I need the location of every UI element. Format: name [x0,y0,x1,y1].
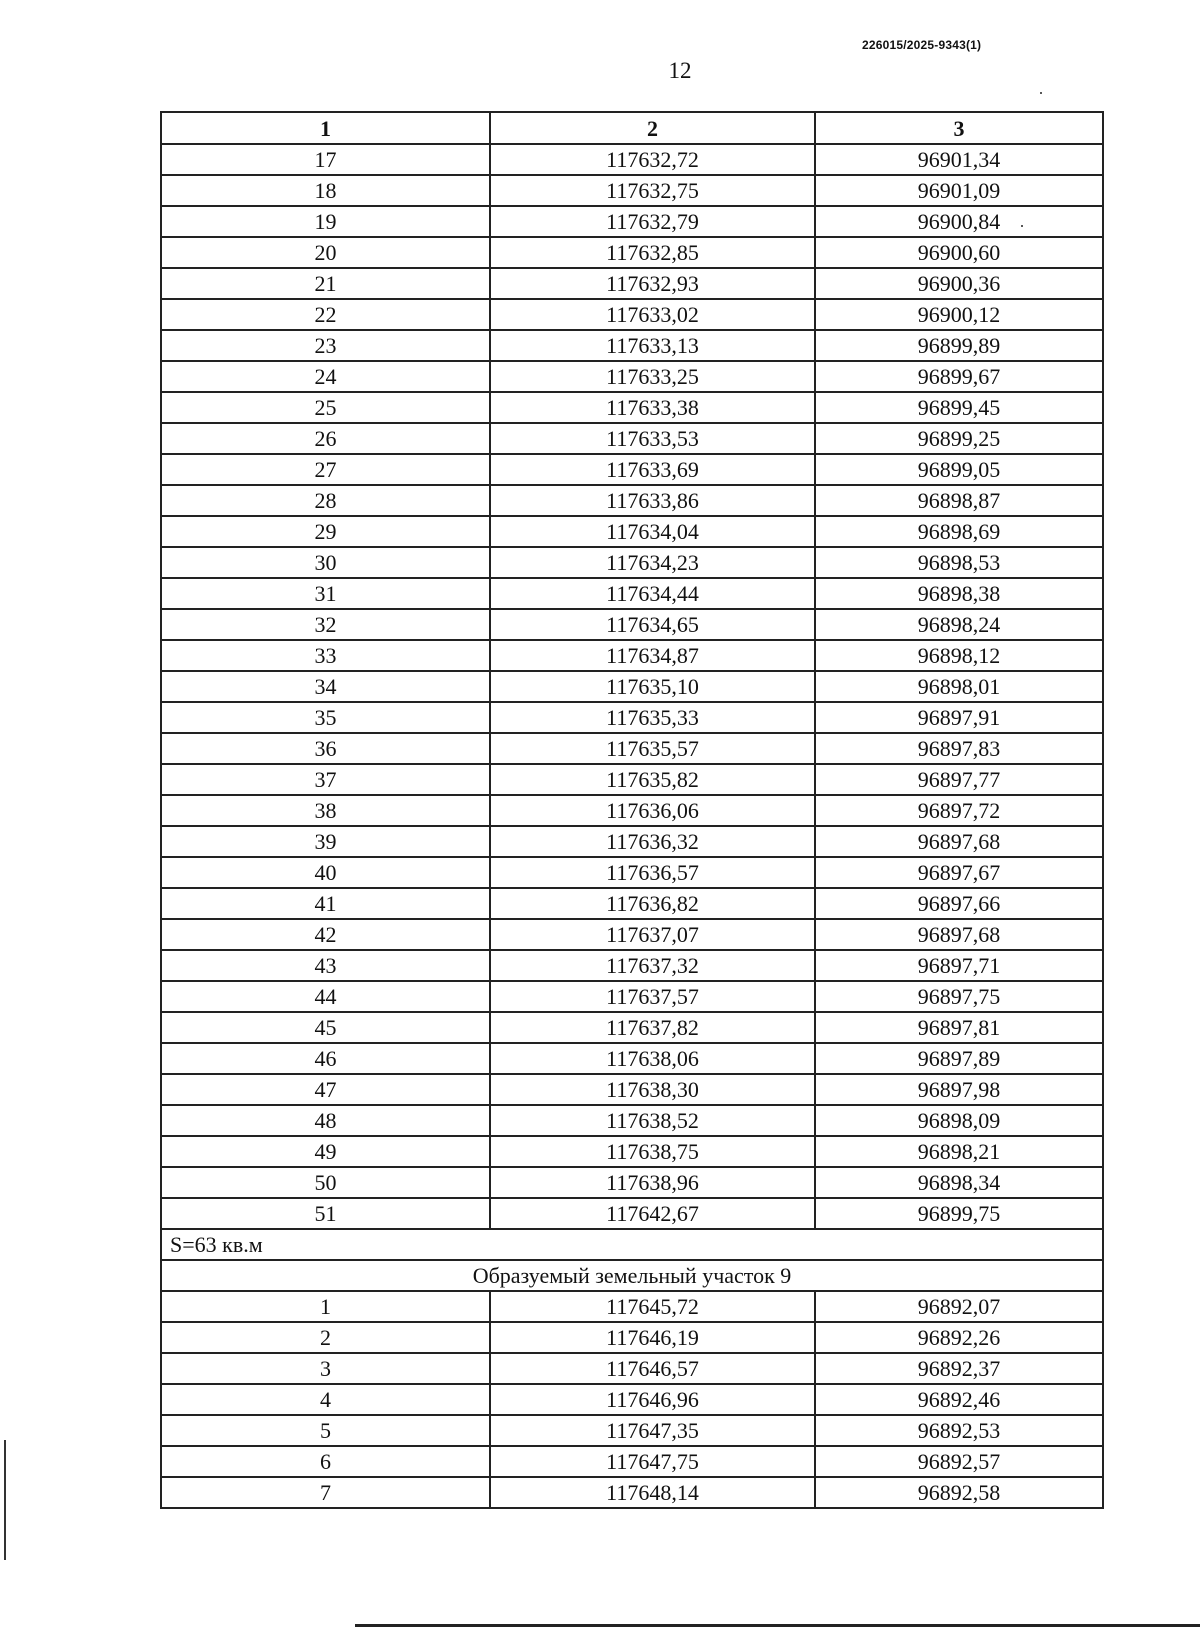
point-number-cell: 17 [161,144,490,175]
y-coordinate-cell: 96892,57 [815,1446,1103,1477]
table-row [161,1353,1103,1384]
point-number-cell: 35 [161,702,490,733]
table-row [161,1012,1103,1043]
table-row [161,330,1103,361]
x-coordinate-cell: 117636,32 [490,826,815,857]
y-coordinate-cell: 96899,25 [815,423,1103,454]
point-number-cell: 40 [161,857,490,888]
table-row [161,206,1103,237]
table-row [161,1136,1103,1167]
x-coordinate-cell: 117635,33 [490,702,815,733]
point-number-cell: 25 [161,392,490,423]
area-note: S=63 кв.м [161,1229,1103,1260]
point-number-cell: 22 [161,299,490,330]
y-coordinate-cell: 96898,87 [815,485,1103,516]
y-coordinate-cell: 96898,01 [815,671,1103,702]
x-coordinate-cell: 117633,53 [490,423,815,454]
table-row [161,640,1103,671]
table-row [161,826,1103,857]
y-coordinate-cell: 96898,53 [815,547,1103,578]
table-row [161,1384,1103,1415]
y-coordinate-cell: 96892,07 [815,1291,1103,1322]
y-coordinate-cell: 96897,71 [815,950,1103,981]
point-number-cell: 43 [161,950,490,981]
table-row [161,795,1103,826]
scan-edge-line [4,1440,6,1560]
point-number-cell: 5 [161,1415,490,1446]
x-coordinate-cell: 117636,82 [490,888,815,919]
point-number-cell: 34 [161,671,490,702]
x-coordinate-cell: 117637,82 [490,1012,815,1043]
table-row [161,702,1103,733]
x-coordinate-cell: 117633,02 [490,299,815,330]
point-number-cell: 47 [161,1074,490,1105]
x-coordinate-cell: 117634,87 [490,640,815,671]
y-coordinate-cell: 96900,12 [815,299,1103,330]
x-coordinate-cell: 117632,79 [490,206,815,237]
point-number-cell: 19 [161,206,490,237]
x-coordinate-cell: 117638,06 [490,1043,815,1074]
point-number-cell: 21 [161,268,490,299]
y-coordinate-cell: 96897,68 [815,826,1103,857]
x-coordinate-cell: 117645,72 [490,1291,815,1322]
y-coordinate-cell: 96897,72 [815,795,1103,826]
table-row [161,237,1103,268]
point-number-cell: 27 [161,454,490,485]
point-number-cell: 31 [161,578,490,609]
x-coordinate-cell: 117646,19 [490,1322,815,1353]
scan-speck [1040,92,1042,94]
y-coordinate-cell: 96898,69 [815,516,1103,547]
table-row [161,1043,1103,1074]
y-coordinate-cell: 96897,89 [815,1043,1103,1074]
x-coordinate-cell: 117633,69 [490,454,815,485]
table-row [161,609,1103,640]
y-coordinate-cell: 96898,34 [815,1167,1103,1198]
x-coordinate-cell: 117632,93 [490,268,815,299]
point-number-cell: 48 [161,1105,490,1136]
x-coordinate-cell: 117636,06 [490,795,815,826]
y-coordinate-cell: 96898,21 [815,1136,1103,1167]
x-coordinate-cell: 117646,96 [490,1384,815,1415]
table-row [161,175,1103,206]
y-coordinate-cell: 96897,81 [815,1012,1103,1043]
y-coordinate-cell: 96899,67 [815,361,1103,392]
section-title: Образуемый земельный участок 9 [161,1260,1103,1291]
x-coordinate-cell: 117638,52 [490,1105,815,1136]
table-row [161,516,1103,547]
table-row [161,547,1103,578]
y-coordinate-cell: 96892,46 [815,1384,1103,1415]
x-coordinate-cell: 117638,75 [490,1136,815,1167]
point-number-cell: 23 [161,330,490,361]
point-number-cell: 33 [161,640,490,671]
y-coordinate-cell: 96901,09 [815,175,1103,206]
table-row [161,1105,1103,1136]
coordinates-table [160,111,1104,1509]
table-row [161,1322,1103,1353]
table-row [161,268,1103,299]
y-coordinate-cell: 96897,75 [815,981,1103,1012]
table-row [161,764,1103,795]
table-row [161,144,1103,175]
point-number-cell: 20 [161,237,490,268]
x-coordinate-cell: 117636,57 [490,857,815,888]
point-number-cell: 30 [161,547,490,578]
table-row [161,1415,1103,1446]
x-coordinate-cell: 117642,67 [490,1198,815,1229]
y-coordinate-cell: 96897,83 [815,733,1103,764]
point-number-cell: 7 [161,1477,490,1508]
table-body-section-a [161,144,1103,1229]
x-coordinate-cell: 117646,57 [490,1353,815,1384]
x-coordinate-cell: 117635,57 [490,733,815,764]
point-number-cell: 18 [161,175,490,206]
x-coordinate-cell: 117633,13 [490,330,815,361]
x-coordinate-cell: 117634,65 [490,609,815,640]
point-number-cell: 29 [161,516,490,547]
x-coordinate-cell: 117633,25 [490,361,815,392]
point-number-cell: 38 [161,795,490,826]
table-row [161,423,1103,454]
x-coordinate-cell: 117637,32 [490,950,815,981]
point-number-cell: 26 [161,423,490,454]
point-number-cell: 2 [161,1322,490,1353]
x-coordinate-cell: 117648,14 [490,1477,815,1508]
page-number: 12 [668,58,692,83]
scan-edge-line [355,1624,1200,1627]
table-row [161,1446,1103,1477]
y-coordinate-cell: 96901,34 [815,144,1103,175]
y-coordinate-cell: 96898,12 [815,640,1103,671]
table-row [161,1291,1103,1322]
y-coordinate-cell: 96900,60 [815,237,1103,268]
point-number-cell: 42 [161,919,490,950]
table-row [161,919,1103,950]
column-header: 2 [490,112,815,144]
x-coordinate-cell: 117634,44 [490,578,815,609]
point-number-cell: 1 [161,1291,490,1322]
x-coordinate-cell: 117634,23 [490,547,815,578]
table-row [161,981,1103,1012]
point-number-cell: 50 [161,1167,490,1198]
y-coordinate-cell: 96898,24 [815,609,1103,640]
y-coordinate-cell: 96897,66 [815,888,1103,919]
table-row [161,950,1103,981]
table-row [161,1167,1103,1198]
point-number-cell: 36 [161,733,490,764]
y-coordinate-cell: 96899,75 [815,1198,1103,1229]
y-coordinate-cell: 96897,98 [815,1074,1103,1105]
table-row [161,888,1103,919]
table-row [161,578,1103,609]
y-coordinate-cell: 96899,05 [815,454,1103,485]
y-coordinate-cell: 96897,68 [815,919,1103,950]
point-number-cell: 6 [161,1446,490,1477]
point-number-cell: 3 [161,1353,490,1384]
section-title-row [161,1260,1103,1291]
x-coordinate-cell: 117647,35 [490,1415,815,1446]
y-coordinate-cell: 96892,53 [815,1415,1103,1446]
x-coordinate-cell: 117632,72 [490,144,815,175]
table-row [161,1198,1103,1229]
table-row [161,299,1103,330]
table-row [161,454,1103,485]
table-row [161,857,1103,888]
point-number-cell: 49 [161,1136,490,1167]
table-row [161,392,1103,423]
point-number-cell: 41 [161,888,490,919]
y-coordinate-cell: 96899,45 [815,392,1103,423]
x-coordinate-cell: 117633,38 [490,392,815,423]
table-row [161,671,1103,702]
table-row [161,733,1103,764]
y-coordinate-cell: 96892,37 [815,1353,1103,1384]
y-coordinate-cell: 96900,84 [815,206,1103,237]
table-row [161,1074,1103,1105]
document-number: 226015/2025-9343(1) [862,38,982,52]
y-coordinate-cell: 96898,38 [815,578,1103,609]
x-coordinate-cell: 117633,86 [490,485,815,516]
y-coordinate-cell: 96892,58 [815,1477,1103,1508]
point-number-cell: 37 [161,764,490,795]
x-coordinate-cell: 117637,07 [490,919,815,950]
point-number-cell: 44 [161,981,490,1012]
x-coordinate-cell: 117647,75 [490,1446,815,1477]
table-header-row [161,112,1103,144]
y-coordinate-cell: 96899,89 [815,330,1103,361]
x-coordinate-cell: 117635,82 [490,764,815,795]
point-number-cell: 32 [161,609,490,640]
table-row [161,485,1103,516]
y-coordinate-cell: 96897,77 [815,764,1103,795]
x-coordinate-cell: 117637,57 [490,981,815,1012]
x-coordinate-cell: 117632,75 [490,175,815,206]
y-coordinate-cell: 96897,91 [815,702,1103,733]
x-coordinate-cell: 117632,85 [490,237,815,268]
x-coordinate-cell: 117634,04 [490,516,815,547]
y-coordinate-cell: 96900,36 [815,268,1103,299]
point-number-cell: 51 [161,1198,490,1229]
point-number-cell: 45 [161,1012,490,1043]
table-row [161,1477,1103,1508]
point-number-cell: 4 [161,1384,490,1415]
point-number-cell: 28 [161,485,490,516]
point-number-cell: 39 [161,826,490,857]
column-header: 1 [161,112,490,144]
point-number-cell: 24 [161,361,490,392]
table-row [161,361,1103,392]
y-coordinate-cell: 96898,09 [815,1105,1103,1136]
area-row [161,1229,1103,1260]
x-coordinate-cell: 117638,30 [490,1074,815,1105]
y-coordinate-cell: 96897,67 [815,857,1103,888]
y-coordinate-cell: 96892,26 [815,1322,1103,1353]
column-header: 3 [815,112,1103,144]
x-coordinate-cell: 117635,10 [490,671,815,702]
point-number-cell: 46 [161,1043,490,1074]
x-coordinate-cell: 117638,96 [490,1167,815,1198]
table-body-section-b [161,1291,1103,1508]
